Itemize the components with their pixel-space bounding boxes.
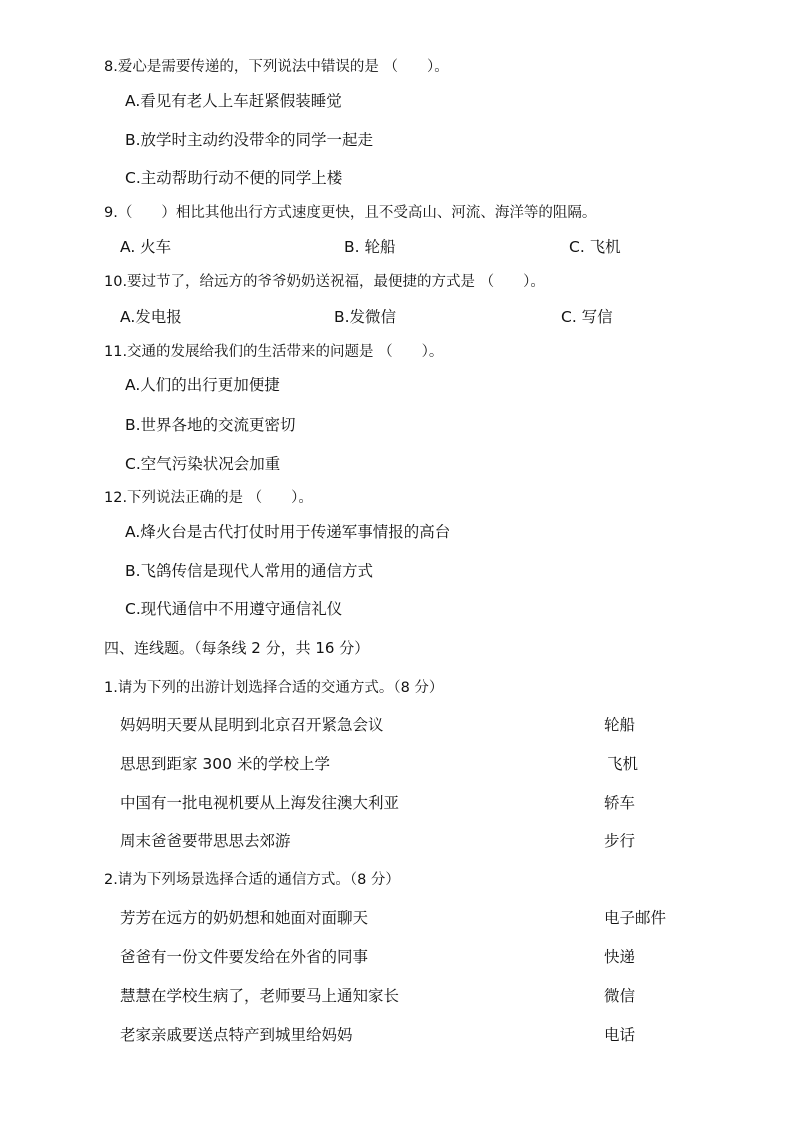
question-8-option-a: A.看见有老人上车赶紧假装睡觉	[125, 92, 342, 110]
matching-2-right-3: 微信	[604, 987, 636, 1005]
matching-2-left-2: 爸爸有一份文件要发给在外省的同事	[120, 948, 369, 966]
question-9-stem: 9.（ ）相比其他出行方式速度更快，且不受高山、河流、海洋等的阻隔。	[104, 205, 597, 221]
section-title: 四、连线题。（每条线 2 分，共 16 分）	[104, 639, 370, 657]
matching-1-left-3: 中国有一批电视机要从上海发往澳大利亚	[120, 794, 400, 812]
question-10-option-c: C. 写信	[561, 308, 613, 326]
question-8-stem: 8.爱心是需要传递的，下列说法中错误的是 （ ）。	[104, 59, 449, 75]
matching-1-right-4: 步行	[604, 832, 636, 850]
matching-1-left-1: 妈妈明天要从昆明到北京召开紧急会议	[120, 716, 384, 734]
question-11-option-a: A.人们的出行更加便捷	[125, 376, 280, 394]
matching-1-right-2: 飞机	[607, 755, 639, 773]
question-10-option-a: A.发电报	[120, 308, 182, 326]
question-10-option-b: B.发微信	[334, 308, 397, 326]
matching-2-stem: 2.请为下列场景选择合适的通信方式。（8 分）	[104, 872, 400, 888]
question-9-option-b: B. 轮船	[344, 238, 396, 256]
matching-1-right-1: 轮船	[604, 716, 636, 734]
question-11-option-b: B.世界各地的交流更密切	[125, 416, 296, 434]
question-11-stem: 11.交通的发展给我们的生活带来的问题是 （ ）。	[104, 344, 444, 360]
matching-1-stem: 1.请为下列的出游计划选择合适的交通方式。（8 分）	[104, 680, 444, 696]
matching-2-left-3: 慧慧在学校生病了，老师要马上通知家长	[120, 987, 400, 1005]
matching-2-right-1: 电子邮件	[604, 909, 667, 927]
matching-2-left-4: 老家亲戚要送点特产到城里给妈妈	[120, 1026, 353, 1044]
question-9-option-a: A. 火车	[120, 238, 172, 256]
question-10-stem: 10.要过节了，给远方的爷爷奶奶送祝福，最便捷的方式是 （ ）。	[104, 274, 545, 290]
question-9-option-c: C. 飞机	[569, 238, 621, 256]
matching-1-right-3: 轿车	[604, 794, 636, 812]
matching-1-left-4: 周末爸爸要带思思去郊游	[120, 832, 291, 850]
question-12-option-a: A.烽火台是古代打仗时用于传递军事情报的高台	[125, 523, 451, 541]
question-8-option-b: B.放学时主动约没带伞的同学一起走	[125, 131, 374, 149]
question-12-option-b: B.飞鸽传信是现代人常用的通信方式	[125, 562, 374, 580]
question-11-option-c: C.空气污染状况会加重	[125, 455, 281, 473]
question-8-option-c: C.主动帮助行动不便的同学上楼	[125, 169, 343, 187]
matching-2-left-1: 芳芳在远方的奶奶想和她面对面聊天	[120, 909, 369, 927]
question-12-option-c: C.现代通信中不用遵守通信礼仪	[125, 600, 343, 618]
matching-2-right-4: 电话	[604, 1026, 636, 1044]
question-12-stem: 12.下列说法正确的是 （ ）。	[104, 490, 313, 506]
matching-2-right-2: 快递	[604, 948, 636, 966]
matching-1-left-2: 思思到距家 300 米的学校上学	[120, 755, 330, 773]
